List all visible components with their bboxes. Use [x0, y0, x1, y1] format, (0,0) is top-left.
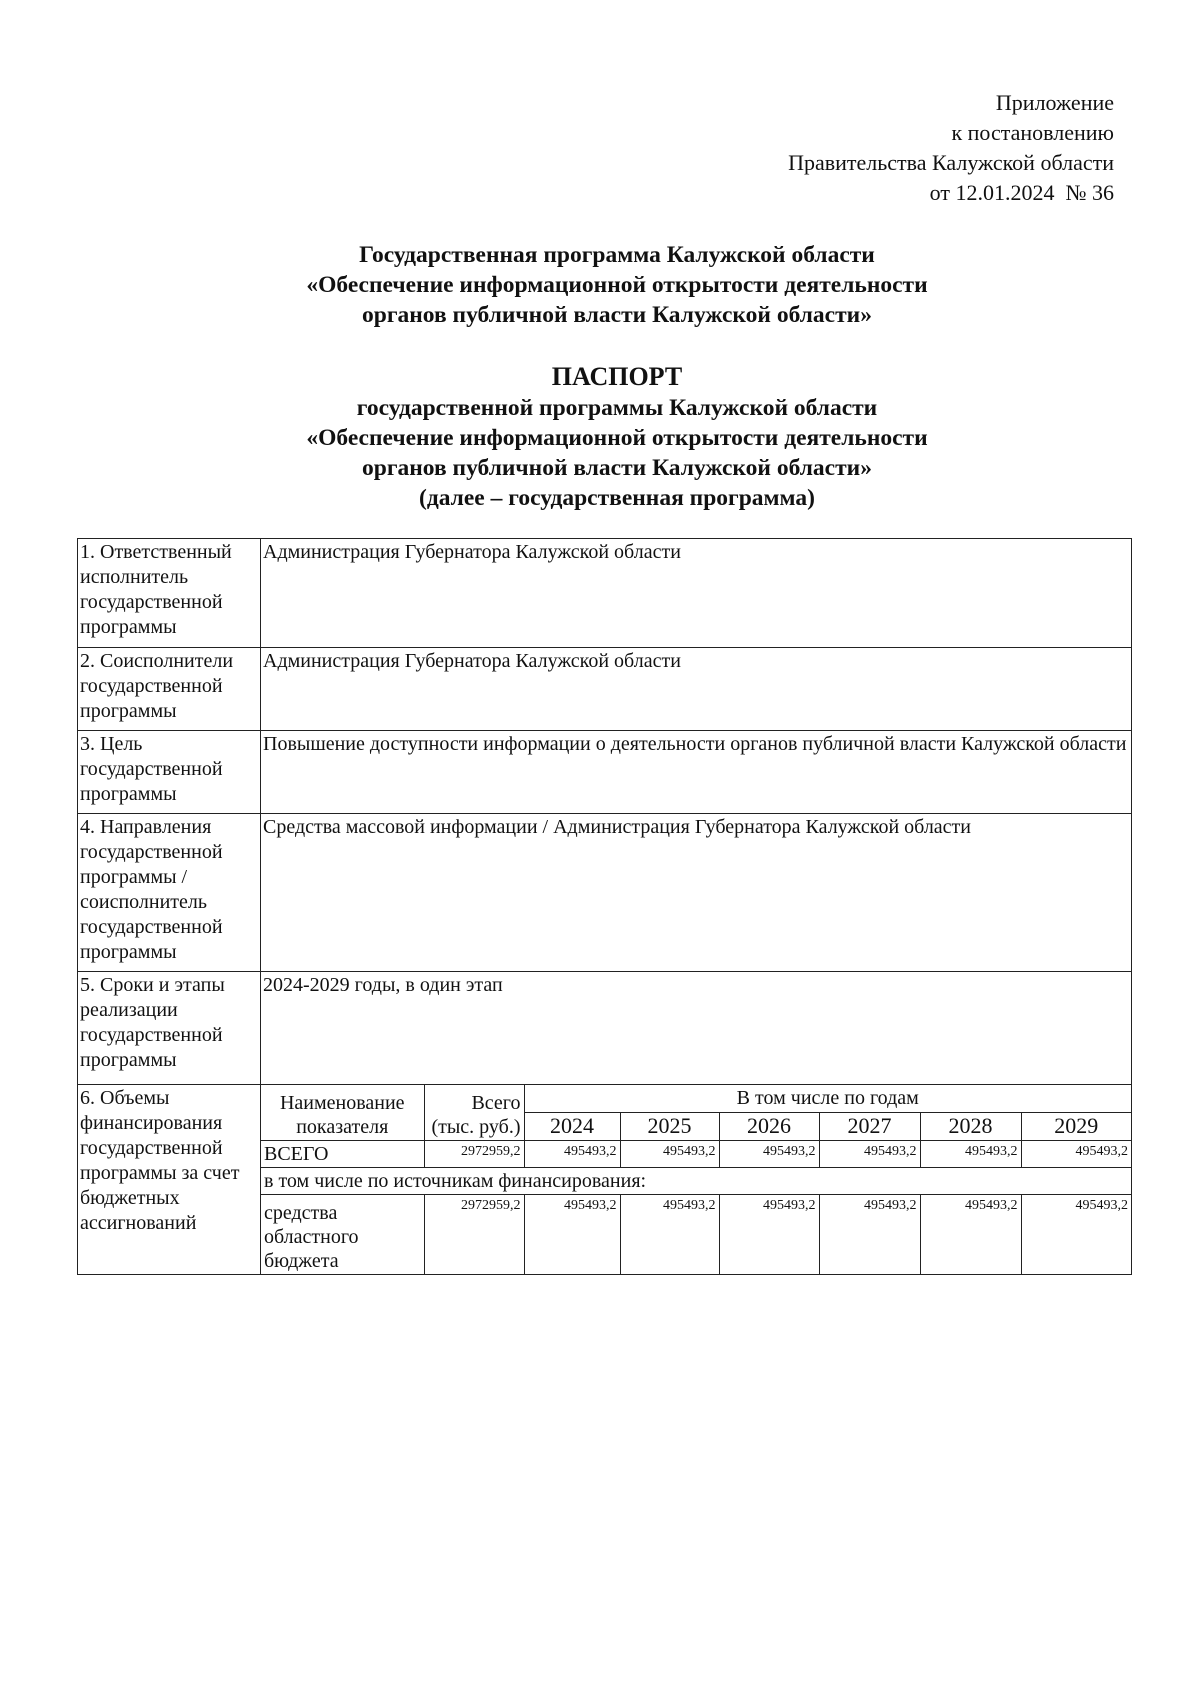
row-label: 2. Соисполнители государственной программы [78, 648, 261, 731]
row-label: 3. Цель государственной программы [78, 731, 261, 814]
total-row-label: ВСЕГО [261, 1141, 424, 1168]
table-row [78, 972, 1132, 1085]
row-value: Повышение доступности информации о деятельности органов публичной власти Калужской области [261, 731, 1132, 814]
row-label: 1. Ответственный исполнитель государственной программы [78, 539, 261, 648]
col-name-header: Наименование показателя [261, 1085, 424, 1141]
total-row-year-value: 495493,2 [620, 1141, 719, 1168]
years-group-header: В том числе по годам [524, 1085, 1131, 1112]
total-row-year-value: 495493,2 [719, 1141, 819, 1168]
row-value: Администрация Губернатора Калужской области [261, 648, 1132, 731]
row-label: 4. Направления государственной программы / соисполнитель государственной программы [78, 814, 261, 972]
table-row [78, 1085, 1132, 1275]
financing-total-row [261, 1141, 1131, 1168]
financing-table [261, 1085, 1131, 1274]
financing-header-row [261, 1085, 1131, 1112]
table-row [78, 814, 1132, 972]
appendix-line: к постановлению [951, 120, 1114, 145]
row-label: 6. Объемы финансирования государственной программы за счет бюджетных ассигнований [78, 1085, 261, 1275]
passport-title-line: (далее – государственная программа) [419, 485, 815, 511]
passport-heading: ПАСПОРТ [551, 362, 683, 391]
regional-row-label: средства областного бюджета [261, 1195, 424, 1275]
regional-row-year-value: 495493,2 [719, 1195, 819, 1275]
year-header: 2029 [1021, 1112, 1131, 1140]
row-value: Средства массовой информации / Администрация Губернатора Калужской области [261, 814, 1132, 972]
total-row-year-value: 495493,2 [920, 1141, 1021, 1168]
financing-cell [261, 1085, 1132, 1275]
regional-row-year-value: 495493,2 [920, 1195, 1021, 1275]
appendix-line: Правительства Калужской области [788, 150, 1114, 175]
appendix-line: Приложение [995, 90, 1114, 115]
row-value: Администрация Губернатора Калужской области [261, 539, 1132, 648]
year-header: 2028 [920, 1112, 1021, 1140]
row-label: 5. Сроки и этапы реализации государственной программы [78, 972, 261, 1085]
regional-row-year-value: 495493,2 [620, 1195, 719, 1275]
row-value: 2024-2029 годы, в один этап [261, 972, 1132, 1085]
appendix-block [788, 88, 1114, 208]
table-row [78, 539, 1132, 648]
program-title-line: «Обеспечение информационной открытости деятельности [306, 272, 928, 298]
table-row [78, 648, 1132, 731]
regional-row-year-value: 495493,2 [819, 1195, 920, 1275]
program-title-line: Государственная программа Калужской области [359, 242, 875, 268]
total-row-year-value: 495493,2 [524, 1141, 620, 1168]
total-row-sum: 2972959,2 [424, 1141, 524, 1168]
regional-row-year-value: 495493,2 [1021, 1195, 1131, 1275]
regional-row-year-value: 495493,2 [524, 1195, 620, 1275]
passport-title [0, 360, 1200, 513]
col-total-header: Всего (тыс. руб.) [424, 1085, 524, 1141]
regional-row-sum: 2972959,2 [424, 1195, 524, 1275]
passport-title-line: органов публичной власти Калужской области» [362, 455, 872, 481]
sources-caption: в том числе по источникам финансирования: [261, 1168, 1131, 1195]
passport-table [77, 538, 1132, 1275]
year-header: 2027 [819, 1112, 920, 1140]
financing-regional-row [261, 1195, 1131, 1275]
program-title-line: органов публичной власти Калужской области» [362, 302, 872, 328]
passport-title-line: государственной программы Калужской области [356, 395, 878, 421]
table-row [78, 731, 1132, 814]
program-title [0, 240, 1200, 330]
passport-title-line: «Обеспечение информационной открытости деятельности [306, 425, 928, 451]
year-header: 2025 [620, 1112, 719, 1140]
year-header: 2026 [719, 1112, 819, 1140]
total-row-year-value: 495493,2 [819, 1141, 920, 1168]
year-header: 2024 [524, 1112, 620, 1140]
financing-sources-row [261, 1168, 1131, 1195]
appendix-date-number: от 12.01.2024 № 36 [929, 180, 1114, 205]
total-row-year-value: 495493,2 [1021, 1141, 1131, 1168]
